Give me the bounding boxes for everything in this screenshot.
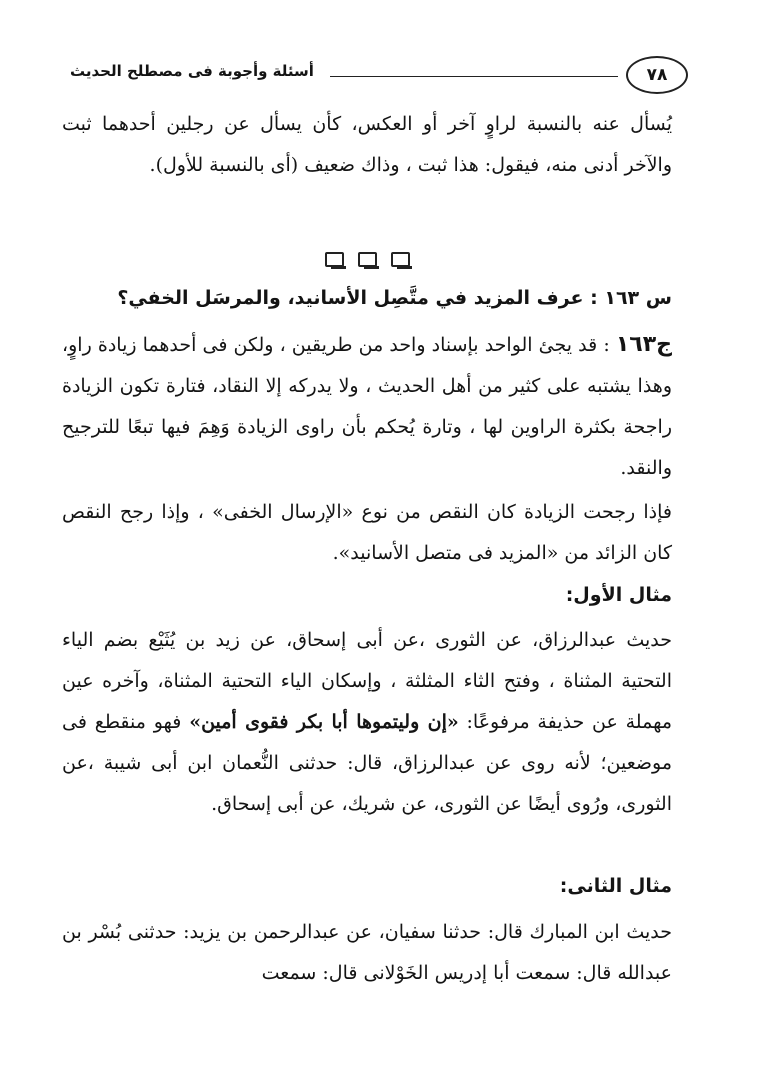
answer-paragraph	[62, 324, 672, 489]
example1-heading: مثال الأول:	[565, 584, 672, 606]
running-title: أسئلة وأجوبة فى مصطلح الحديث	[70, 62, 314, 80]
page-header	[70, 56, 688, 96]
answer-label: ج١٦٣	[615, 332, 672, 357]
paragraph-continuation: يُسأل عنه بالنسبة لراوٍ آخر أو العكس، كأن يسأل عن رجلين أحدهما ثبت والآخر أدنى منه، فيقول: هذا ثبت ، وذاك ضعيف (أى بالنسبة للأول).	[62, 113, 672, 176]
paragraph-conclusion: فإذا رجحت الزيادة كان النقص من نوع «الإرسال الخفى» ، وإذا رجح النقص كان الزائد من «المزيد فى متصل الأسانيد».	[62, 501, 672, 564]
question-heading: س ١٦٣ : عرف المزيد في متَّصِل الأسانيد، والمرسَل الخفي؟	[117, 287, 672, 309]
section-separator	[62, 252, 672, 267]
answer-text: : قد يجئ الواحد بإسناد واحد من طريقين ، ولكن فى أحدهما زيادة راوٍ، وهذا يشتبه على كثير من أهل الحديث ، ولا يدركه إلا النقاد، فتارة تكون الزيادة راجحة بكثرة الراوين لها ، وتارة يُحكم بأن راوى الزيادة وَهِمَ فيها تبعًا للترجيح والنقد.	[62, 334, 672, 479]
example1-text-after: فهو منقطع فى موضعين؛ لأنه روى عن عبدالرزاق، قال: حدثنى النُّعمان ابن أبى شيبة ،عن الثورى، ورُوى أيضًا عن الثورى، عن شريك، عن أبى إسحاق.	[62, 711, 672, 815]
example2-paragraph: حديث ابن المبارك قال: حدثنا سفيان، عن عبدالرحمن بن يزيد: حدثنى بُسْر بن عبدالله قال: سمعت أبا إدريس الخَوْلانى قال: سمعت	[62, 921, 672, 984]
example2-heading: مثال الثانى:	[559, 875, 672, 897]
ornament-square-icon	[358, 252, 377, 267]
example1-paragraph	[62, 620, 672, 825]
ornament-square-icon	[325, 252, 344, 267]
header-rule	[330, 76, 618, 77]
example1-text-before: حديث عبدالرزاق، عن الثورى ،عن أبى إسحاق، عن زيد بن يُثَيْع بضم الياء التحتية المثناة ، وفتح الثاء المثلثة ، وإسكان الياء التحتية المثناة، وآخره عين مهملة عن حذيفة مرفوعًا:	[62, 629, 673, 733]
ornament-square-icon	[391, 252, 410, 267]
page-number: ٧٨	[646, 65, 668, 85]
page-number-badge	[626, 56, 688, 94]
hadith-quote: «إن وليتموها أبا بكر فقوى أمين»	[189, 711, 459, 733]
